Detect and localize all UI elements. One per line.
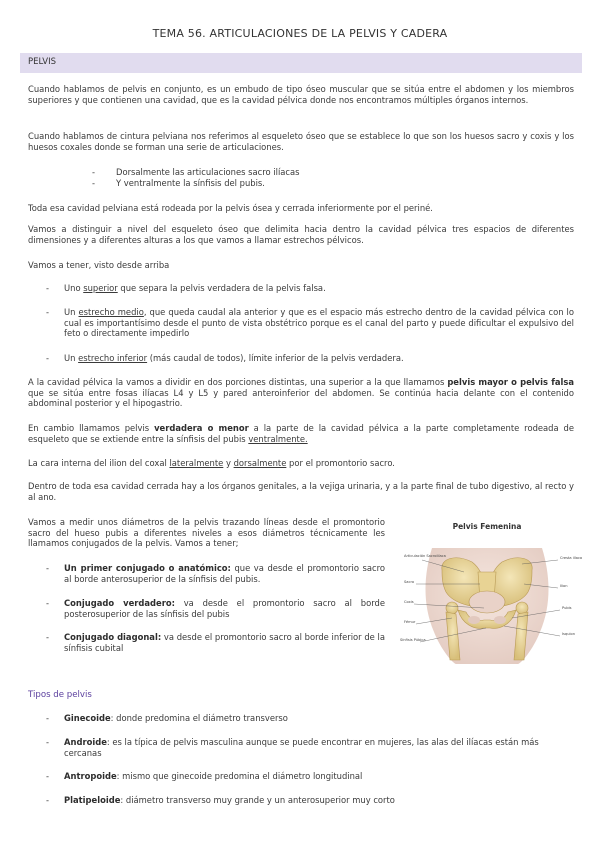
- list-item-conjugado-verdadero: Conjugado verdadero: va desde el promontorio sacro al borde posterosuperior de las sínfisis del pubis: [64, 598, 385, 619]
- tipos-heading: Tipos de pelvis: [28, 690, 92, 700]
- label-coxis: Coxis: [404, 600, 414, 604]
- list-dash: -: [46, 598, 50, 608]
- label-cresta-iliaca: Cresta ilíaca: [560, 556, 583, 560]
- pelvic-inlet: [469, 591, 505, 613]
- obturator-foramen-right: [494, 616, 506, 624]
- label-articulacion-sacroiliaca: Articulación Sacroilíaca: [404, 554, 446, 558]
- label-sinfisis-pubica: Sínfisis Púbica: [400, 638, 426, 642]
- paragraph-cavidad: Toda esa cavidad pelviana está rodeada por la pelvis ósea y cerrada inferiormente por el periné.: [28, 203, 433, 213]
- list-item-estrecho-inferior: Un estrecho inferior (más caudal de todos), límite inferior de la pelvis verdadera.: [64, 353, 404, 363]
- paragraph-ilion: La cara interna del ilion del coxal lateralmente y dorsalmente por el promontorio sacro.: [28, 458, 395, 468]
- label-femur: Fémur: [404, 620, 416, 624]
- list-dash: -: [46, 795, 50, 805]
- list-dash: -: [46, 353, 50, 363]
- obturator-foramen-left: [468, 616, 480, 624]
- label-pubis: Pubis: [562, 606, 572, 610]
- list-item-estrecho-superior: Uno superior que separa la pelvis verdadera de la pelvis falsa.: [64, 283, 326, 293]
- list-item: Dorsalmente las articulaciones sacro ilíacas: [116, 167, 300, 177]
- list-item-antropoide: Antropoide: mismo que ginecoide predomina el diámetro longitudinal: [64, 771, 363, 781]
- pelvis-figure: [394, 514, 583, 664]
- list-dash: -: [46, 283, 50, 293]
- list-dash: -: [92, 178, 96, 188]
- list-dash: -: [46, 713, 50, 723]
- paragraph-cintura-pelviana: Cuando hablamos de cintura pelviana nos referimos al esqueleto óseo que se establece lo que son los huesos sacro y coxis y los huesos coxales donde se forman una serie de articulaciones.: [28, 131, 574, 152]
- list-item-androide: Androide: es la típica de pelvis masculina aunque se puede encontrar en mujeres, las alas del ilíacas están más cercanas: [64, 737, 539, 758]
- paragraph-organos: Dentro de toda esa cavidad cerrada hay a los órganos genitales, a la vejiga urinaria, y a la parte final de tubo digestivo, al recto y al ano.: [28, 481, 574, 502]
- list-dash: -: [46, 737, 50, 747]
- section-header: [20, 53, 582, 73]
- list-dash: -: [46, 563, 50, 573]
- list-item-conjugado-anatomico: Un primer conjugado o anatómico: que va desde el promontorio sacro al borde anterosuperior de la sínfisis del pubis.: [64, 563, 385, 584]
- list-item-conjugado-diagonal: Conjugado diagonal: va desde el promontorio sacro al borde inferior de la sínfisis cubital: [64, 632, 385, 653]
- list-item: Y ventralmente la sínfisis del pubis.: [116, 178, 265, 188]
- page-title: TEMA 56. ARTICULACIONES DE LA PELVIS Y CADERA: [152, 27, 448, 40]
- list-dash: -: [92, 167, 96, 177]
- paragraph-desde-arriba: Vamos a tener, visto desde arriba: [28, 260, 170, 270]
- figure-title: Pelvis Femenina: [452, 522, 522, 531]
- paragraph-pelvis-intro: Cuando hablamos de pelvis en conjunto, es un embudo de tipo óseo muscular que se sitúa entre el abdomen y los miembros superiores y que contienen una cavidad, que es la cavidad pélvica donde nos encontramos múltiples órganos internos.: [28, 84, 574, 105]
- list-item-platipeloide: Platipeloide: diámetro transverso muy grande y un anterosuperior muy corto: [64, 795, 395, 805]
- list-dash: -: [46, 632, 50, 642]
- paragraph-diametros: Vamos a medir unos diámetros de la pelvis trazando líneas desde el promontorio sacro del hueso pubis a diferentes niveles a esos diámetros técnicamente les llamamos conjugados de la pelvis. Vamos a tener;: [28, 517, 385, 549]
- paragraph-estrechos: Vamos a distinguir a nivel del esqueleto óseo que delimita hacia dentro la cavidad pélvica tres espacios de diferentes dimensiones y a diferentes alturas a los que vamos a llamar estrechos pélvicos.: [28, 224, 574, 245]
- paragraph-pelvis-menor: En cambio llamamos pelvis verdadera o menor a la parte de la cavidad pélvica a la parte completamente rodeada de esqueleto que se extiende entre la sínfisis del pubis ventralmente.: [28, 423, 574, 444]
- paragraph-pelvis-mayor: A la cavidad pélvica la vamos a dividir en dos porciones distintas, una superior a la que llamamos pelvis mayor o pelvis falsa que se sitúa entre fosas ilíacas L4 y L5 y pared anteroinferior del abdomen. Se continúa hacia delante con el contenido abdominal posterior y el hipogastrio.: [28, 377, 574, 409]
- label-isquion: Isquion: [562, 632, 575, 636]
- label-ilion: Ilion: [560, 584, 568, 588]
- list-dash: -: [46, 771, 50, 781]
- list-item-estrecho-medio: Un estrecho medio, que queda caudal ala anterior y que es el espacio más estrecho dentro de la cavidad pélvica con lo cual es importantísimo desde el punto de vista obstétrico porque es el canal del parto y puede dificultar el expulsivo del feto o directamente impedirlo: [64, 307, 574, 339]
- label-sacro: Sacro: [404, 580, 415, 584]
- section-title: PELVIS: [28, 57, 57, 67]
- list-dash: -: [46, 307, 50, 317]
- list-item-ginecoide: Ginecoide: donde predomina el diámetro transverso: [64, 713, 288, 723]
